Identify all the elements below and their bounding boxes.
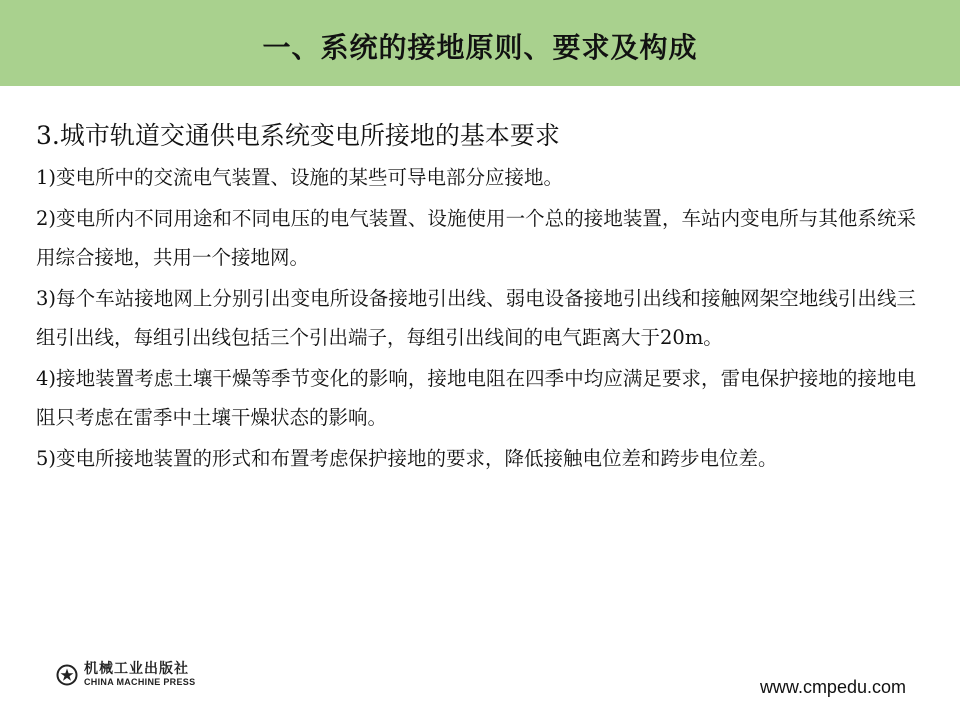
page-title: 一、系统的接地原则、要求及构成 xyxy=(262,31,698,64)
publisher-star-icon xyxy=(56,664,78,686)
requirement-paragraph-3: 3)每个车站接地网上分别引出变电所设备接地引出线、弱电设备接地引出线和接触网架空地线引出线三组引出线，每组引出线包括三个引出端子，每组引出线间的电气距离大于20m。 xyxy=(36,287,916,349)
publisher-name-en: CHINA MACHINE PRESS xyxy=(84,677,196,687)
requirement-paragraph-1: 1)变电所中的交流电气装置、设施的某些可导电部分应接地。 xyxy=(36,166,564,189)
requirement-paragraph-4: 4)接地装置考虑土壤干燥等季节变化的影响，接地电阻在四季中均应满足要求，雷电保护接地的接地电阻只考虑在雷季中土壤干燥状态的影响。 xyxy=(36,367,916,429)
requirement-paragraph-2: 2)变电所内不同用途和不同电压的电气装置、设施使用一个总的接地装置，车站内变电所与其他系统采用综合接地，共用一个接地网。 xyxy=(36,207,916,269)
section-subtitle: 3.城市轨道交通供电系统变电所接地的基本要求 xyxy=(36,121,560,150)
publisher-name xyxy=(84,662,195,688)
publisher-logo xyxy=(56,660,195,690)
slide-content xyxy=(36,118,916,478)
publisher-name-cn: 机械工业出版社 xyxy=(84,661,189,677)
requirement-paragraph-5: 5)变电所接地装置的形式和布置考虑保护接地的要求，降低接触电位差和跨步电位差。 xyxy=(36,447,778,470)
website-url[interactable]: www.cmpedu.com xyxy=(759,677,906,697)
